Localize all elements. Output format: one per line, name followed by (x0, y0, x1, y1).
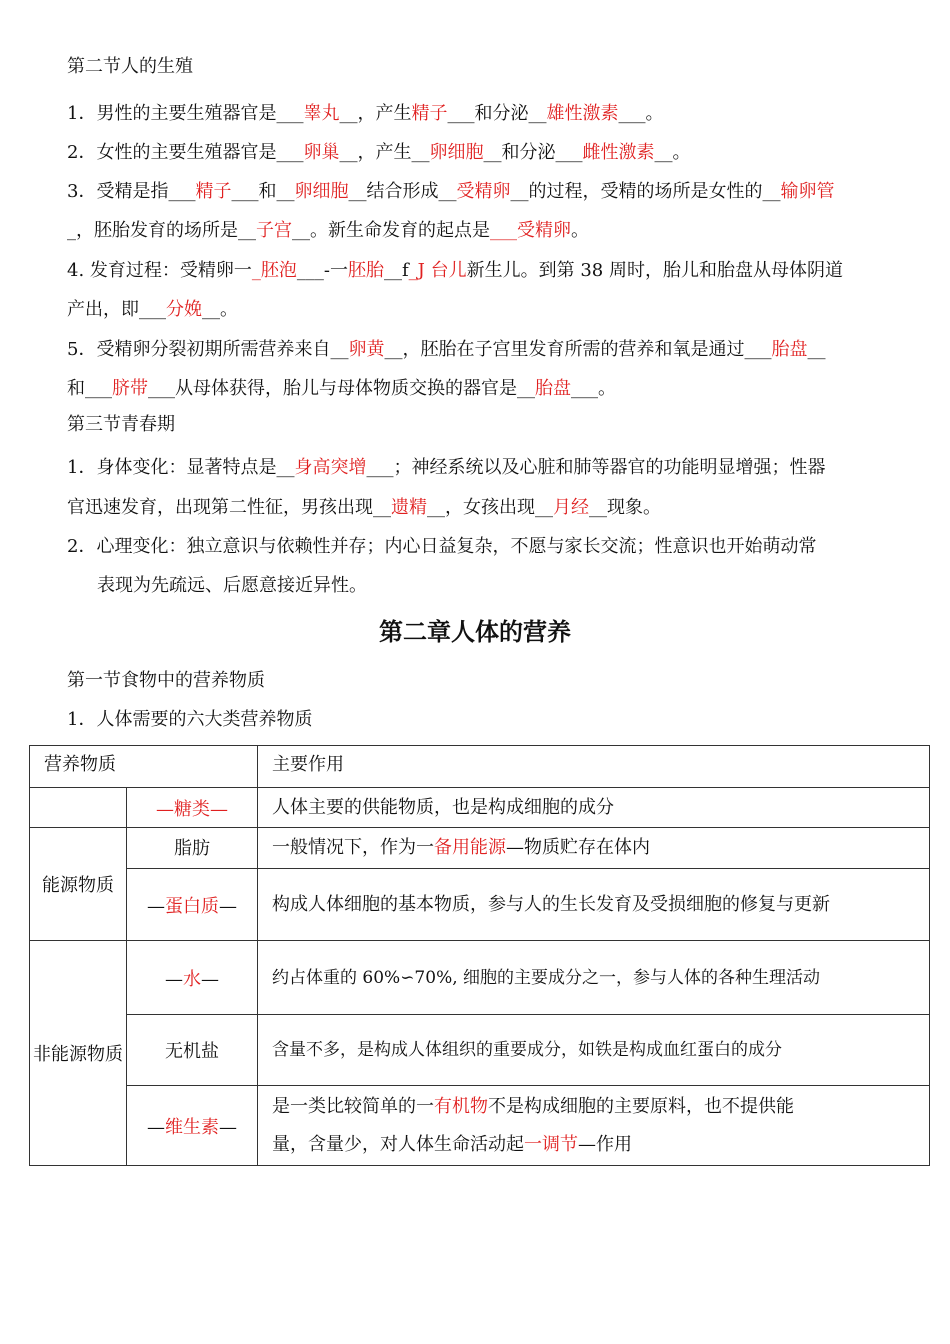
answer: 受精卵 (456, 181, 511, 202)
puberty-1: 1．身体变化：显著特点是__身高突增___；神经系统以及心脏和肺等器官的功能明显增强；性器 (67, 457, 826, 478)
answer: 雌性激素 (582, 142, 655, 163)
answer: 月经 (553, 497, 589, 518)
answer: 卵巢 (303, 142, 340, 163)
question-2: 2．女性的主要生殖器官是___卵巢__，产生__卵细胞__和分泌___雌性激素__。 (67, 142, 691, 163)
nutrient-desc: 构成人体细胞的基本物质，参与人的生长发育及受损细胞的修复与更新 (258, 869, 930, 941)
nutrient-name: —维生素— (127, 1086, 258, 1166)
table-row (30, 1015, 930, 1086)
table-row (30, 746, 930, 788)
answer: 输卵管 (780, 181, 835, 202)
answer: 卵细胞 (294, 181, 349, 202)
nutrient-name: 脂肪 (127, 828, 258, 869)
answer: 身高突增 (294, 457, 367, 478)
question-3: 3．受精是指___精子___和__卵细胞__结合形成__受精卵__的过程，受精的场所是女性的__输卵管 (67, 181, 835, 202)
question-5-cont: 和___脐带___从母体获得，胎儿与母体物质交换的器官是__胎盘___。 (67, 378, 616, 399)
table-row (30, 788, 930, 828)
answer: 子宫 (256, 220, 292, 241)
answer: 胚胎 (348, 260, 384, 281)
nutrient-desc: 人体主要的供能物质，也是构成细胞的成分 (258, 788, 930, 828)
nutrient-name: —水— (127, 941, 258, 1015)
answer: 睾丸 (303, 103, 340, 124)
nutrient-desc: 含量不多，是构成人体组织的重要成分，如铁是构成血红蛋白的成分 (258, 1015, 930, 1086)
category-label: 非能源物质 (30, 941, 127, 1166)
header-cell: 主要作用 (258, 746, 930, 788)
question-3-cont: _，胚胎发育的场所是__子宫__。新生命发育的起点是___受精卵。 (67, 220, 589, 241)
section-title-puberty: 第三节青春期 (67, 414, 175, 435)
nutrient-name: —糖类— (127, 788, 258, 828)
nutrition-section-title: 第一节食物中的营养物质 (67, 670, 265, 691)
question-5: 5．受精卵分裂初期所需营养来自__卵黄__，胚胎在子宫里发育所需的营养和氧是通过___胎盘__ (67, 339, 826, 360)
question-4-cont: 产出，即___分娩__。 (67, 299, 238, 320)
puberty-2-cont: 表现为先疏远、后愿意接近异性。 (97, 575, 367, 596)
nutrient-desc: 是一类比较简单的一有机物不是构成细胞的主要原料，也不提供能 量，含量少，对人体生命活动起一调节—作用 (258, 1086, 930, 1166)
table-cell (30, 788, 127, 828)
table-row (30, 941, 930, 1015)
header-cell: 营养物质 (30, 746, 258, 788)
answer: 分娩 (166, 299, 202, 320)
answer: 精子 (411, 103, 448, 124)
nutrient-name: —蛋白质— (127, 869, 258, 941)
answer: 精子 (195, 181, 232, 202)
nutrition-item-1: 1．人体需要的六大类营养物质 (67, 709, 313, 730)
category-label: 能源物质 (30, 828, 127, 941)
answer: ___受精卵 (490, 220, 571, 241)
nutrient-desc: 一般情况下，作为一备用能源—物质贮存在体内 (258, 828, 930, 869)
answer: 脐带 (112, 378, 148, 399)
answer: 卵黄 (348, 339, 385, 360)
nutrients-table (29, 745, 930, 1166)
answer: _J 台儿 (408, 260, 467, 281)
table-row (30, 828, 930, 869)
puberty-2: 2．心理变化：独立意识与依赖性并存；内心日益复杂，不愿与家长交流；性意识也开始萌动常 (67, 536, 817, 557)
answer: 胎盘 (535, 378, 571, 399)
answer: _胚泡 (251, 260, 297, 281)
answer: 雄性激素 (546, 103, 619, 124)
answer: 胎盘 (771, 339, 808, 360)
table-row (30, 869, 930, 941)
answer: 卵细胞 (429, 142, 484, 163)
table-row (30, 1086, 930, 1166)
nutrient-desc: 约占体重的 60%∽70%, 细胞的主要成分之一，参与人体的各种生理活动 (258, 941, 930, 1015)
puberty-1-cont: 官迅速发育，出现第二性征，男孩出现__遗精__，女孩出现__月经__现象。 (67, 497, 661, 518)
section-title-reproduction: 第二节人的生殖 (67, 56, 193, 77)
question-1: 1．男性的主要生殖器官是___睾丸__，产生精子___和分泌__雄性激素___。 (67, 103, 664, 124)
answer: 遗精 (391, 497, 427, 518)
question-4: 4. 发育过程：受精卵一_胚泡___-一胚胎__f_J 台儿新生儿。到第 38 周时，胎儿和胎盘从母体阴道 (67, 260, 843, 281)
chapter-title: 第二章人体的营养 (379, 618, 571, 646)
nutrient-name: 无机盐 (127, 1015, 258, 1086)
